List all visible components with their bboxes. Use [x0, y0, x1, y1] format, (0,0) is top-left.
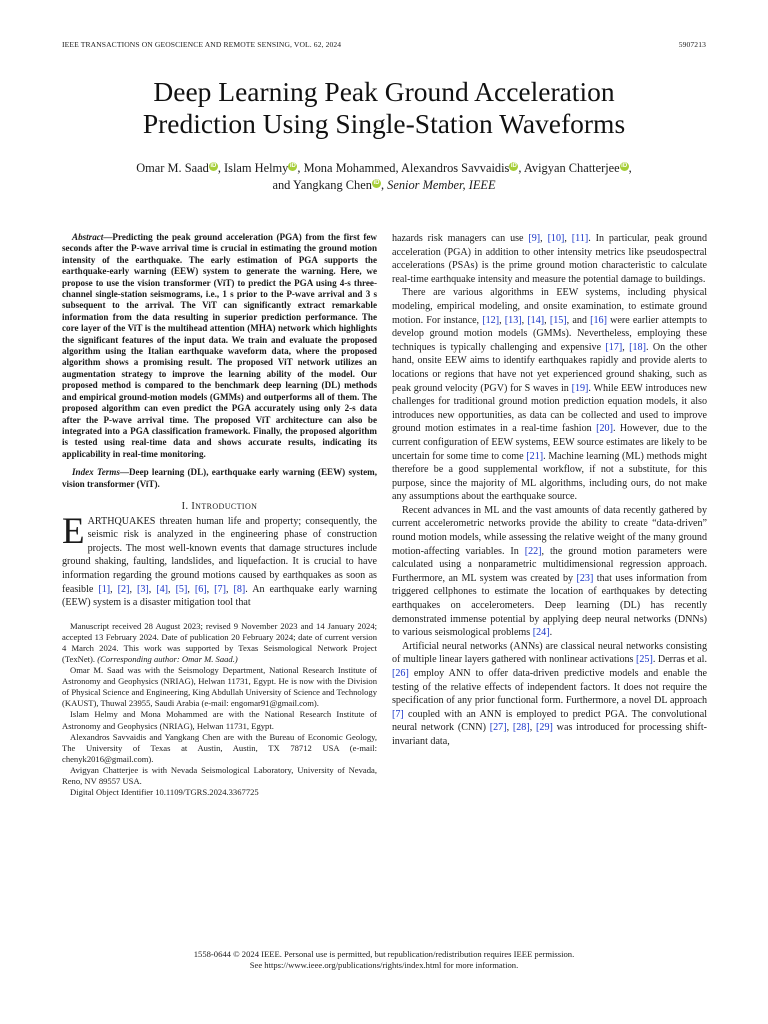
body-text: hazards risk managers can use: [392, 233, 529, 244]
title-line-2: Prediction Using Single-Station Waveforms: [142, 108, 626, 139]
index-terms-text: Deep learning (DL), earthquake early warning (EEW) system, vision transformer (ViT).: [62, 467, 377, 489]
citation-separator: ,: [225, 583, 234, 595]
citation-separator: ,: [168, 583, 176, 595]
intro-text-1: ARTHQUAKES threaten human life and property; consequently, the seismic risk is analyzed in the engineering phase of construction projects. The most well-known events that damage structures include ground shaking, faulting, landslides, and liquefaction. It is crucial to have information regarding the ground motions caused by earthquakes as soon as feasible: [62, 515, 377, 595]
author-list: [0, 160, 768, 194]
orcid-icon[interactable]: iD: [510, 162, 517, 169]
citation-link[interactable]: [9]: [528, 233, 541, 244]
copyright-footer: [0, 949, 768, 971]
citation-separator: ,: [187, 583, 195, 595]
body-text: . While EEW introduces new challenges for traditional ground motion prediction equation models, it also introduces new opportunities, as data can be collected and used to improve ground motion estimates in a real-time fashion: [392, 382, 707, 435]
citation-separator: ,: [622, 341, 630, 353]
drop-cap: E: [62, 510, 85, 552]
citation-link[interactable]: [7]: [214, 583, 226, 595]
citation-link[interactable]: [10]: [547, 233, 565, 244]
citation-link[interactable]: [26]: [392, 668, 409, 679]
footnote-corresponding-author: (Corresponding author: Omar M. Saad.): [97, 653, 238, 664]
citation-link[interactable]: [11]: [571, 233, 589, 244]
body-text: . In particular, peak ground acceleration (PGA) in addition to other intensity metrics like pseudospectral accelerations (PSAs) is the prime ground motion characteristic to calculate real-time earthquake intensity and measure the potential damage to buildings.: [392, 233, 708, 285]
body-text: . Machine learning (ML) methods might therefore be a good supplemental workflow, if not a substitute, for this purpose, since the majority of ML algorithms, including ours, do not make any assumptions about the earthquake source.: [392, 450, 707, 503]
citation-link[interactable]: [24]: [532, 627, 550, 639]
footnote-affiliation-helmy-mohammed: Islam Helmy and Mona Mohammed are with the National Research Institute of Astronomy and Geophysics (NRIAG), Helwan 11731, Egypt.: [62, 709, 377, 731]
citation-link[interactable]: [5]: [175, 583, 188, 595]
citation-separator: ,: [129, 583, 137, 595]
citation-link[interactable]: [27]: [489, 722, 507, 734]
author-mohammed-savvaidis: , Mona Mohammed, Alexandros Savvaidis: [297, 161, 510, 175]
citation-separator: ,: [148, 583, 157, 595]
orcid-icon[interactable]: iD: [621, 162, 628, 169]
citation-separator: ,: [506, 722, 513, 734]
footnote-affiliation-saad: Omar M. Saad was with the Seismology Department, National Research Institute of Astronomy and Geophysics (NRIAG), Helwan 11731, Egypt. He is now with the Division of Physical Science and Engineering, King Abdullah University of Science and Technology (KAUST), Thuwal 23955, Saudi Arabia (e-mail: engomar91@gmail.com).: [62, 665, 377, 709]
intro-paragraph: [62, 510, 378, 610]
author-separator: ,: [380, 178, 388, 192]
body-text: There are various algorithms in EEW systems, including physical modeling, empirical modeling, and onsite examination, to estimate ground motion. For instance,: [392, 287, 707, 326]
orcid-icon[interactable]: iD: [373, 179, 380, 186]
abstract-dash: —: [103, 232, 113, 242]
citation-link[interactable]: [14]: [527, 314, 545, 326]
citation-link[interactable]: [8]: [233, 583, 246, 595]
rights-link-line: See https://www.ieee.org/publications/rights/index.html for more information.: [249, 960, 519, 970]
citation-link[interactable]: [21]: [526, 450, 544, 462]
citation-separator: ,: [540, 233, 548, 244]
abstract-label: Abstract: [72, 232, 104, 242]
citation-separator: ,: [206, 583, 215, 595]
footnote-affiliation-chatterjee: Avigyan Chatterjee is with Nevada Seismological Laboratory, University of Nevada, Reno, NV 89557 USA.: [62, 764, 377, 786]
section-heading-cap: I: [191, 500, 196, 512]
author-separator: ,: [628, 161, 632, 175]
abstract-text: Predicting the peak ground acceleration (PGA) from the first few seconds after the P-wave arrival time is crucial in estimating the ground motion intensity of the earthquake. The early estimation of PGA supports the earthquake-early warning (EEW) system to generate the warning. Here, we propose to use the vision transformer (ViT) to predict the PGA using 4-s three-channel single-station seismograms, i.e., 1 s prior to the P-wave arrival and 3 s subsequent to the arrival. The ViT can significantly extract remarkable information from the data resulting in superior prediction performance. The core layer of the ViT is the multihead attention (MHA) network which highlights the significant features of the input data. We train and evaluate the proposed algorithm using the Italian earthquake waveform data, where the proposed algorithm shows a promising result. The proposed ViT network utilizes an augmentation strategy to improve the learning ability of the model. Our proposed method is compared to the benchmark deep learning (DL) methods and empirical ground-motion models (GMMs) and outperforms all of them. The proposed algorithm can even predict the PGA accurately using only 2-s data after the P-wave arrival time. The proposed ViT architecture can also be integrated into a PGA classification framework. Finally, the proposed algorithm is tested using real-time data and shows accurate results, indicating its applicability in real-time monitoring.: [62, 232, 377, 459]
body-text: Artificial neural networks (ANNs) are classical neural networks consisting of multiple linear layers gathered with nonlinear activations: [392, 640, 707, 666]
footnote-manuscript: [62, 621, 377, 665]
orcid-icon[interactable]: iD: [289, 162, 296, 169]
citation-link[interactable]: [3]: [136, 583, 149, 595]
section-numeral: I.: [181, 500, 192, 512]
author-saad: Omar M. Saad: [136, 161, 209, 175]
citation-link[interactable]: [6]: [194, 583, 207, 595]
footnote-affiliation-savvaidis-chen: Alexandros Savvaidis and Yangkang Chen are with the Bureau of Economic Geology, The University of Texas at Austin, Austin, TX 78712 USA (e-mail: chenyk2016@gmail.com).: [62, 731, 377, 764]
citation-link[interactable]: [17]: [605, 341, 623, 353]
title-line-1: Deep Learning Peak Ground Acceleration: [153, 76, 615, 107]
author-helmy: , Islam Helmy: [217, 161, 289, 175]
section-heading-rest: NTRODUCTION: [195, 501, 258, 511]
citation-link[interactable]: [28]: [512, 722, 530, 734]
citation-separator: ,: [544, 314, 550, 326]
intro-text-2: . An earthquake early warning (EEW) system is a disaster mitigation tool that: [62, 583, 378, 609]
body-paragraph: [392, 504, 707, 640]
body-paragraph: [392, 232, 707, 286]
right-column: [392, 232, 707, 749]
body-text: . Derras et al.: [652, 654, 707, 666]
citation-link[interactable]: [4]: [156, 583, 169, 595]
citation-link[interactable]: [7]: [392, 708, 404, 720]
body-text: . However, due to the current configuration of EEW systems, EEW source estimates are likely to be uncertain for some time to come: [392, 423, 707, 462]
index-terms-label: Index Terms: [72, 467, 120, 478]
citation-separator: ,: [564, 233, 572, 244]
citation-link[interactable]: [1]: [98, 583, 111, 595]
running-header-page-number: 5907213: [678, 40, 706, 49]
body-paragraph: [392, 640, 707, 749]
citation-link[interactable]: [29]: [536, 722, 553, 734]
citation-link[interactable]: [19]: [571, 382, 589, 394]
citation-link[interactable]: [16]: [590, 314, 607, 326]
body-text: Recent advances in ML and the vast amounts of data recently gathered by current accelerometric networks provide the ability to create “data-driven” round motion models, while assessing the relative weight of the many ground motion-affecting variables. In: [392, 504, 707, 557]
citation-link[interactable]: [25]: [636, 654, 653, 666]
citation-separator: ,: [529, 722, 537, 734]
author-membership: Senior Member, IEEE: [387, 178, 496, 192]
index-terms: [62, 467, 377, 490]
citation-separator: ,: [499, 314, 505, 326]
citation-separator: ,: [521, 314, 528, 326]
body-text: were earlier attempts to develop ground motion models (GMMs). Nevertheless, employing these techniques is typically challenging and expensive: [392, 314, 708, 353]
paper-title: [0, 76, 768, 140]
abstract: [62, 232, 377, 460]
index-terms-dash: —: [119, 467, 129, 478]
citation-link[interactable]: [15]: [549, 314, 567, 326]
copyright-line: 1558-0644 © 2024 IEEE. Personal use is permitted, but republication/redistribution requires IEEE permission.: [193, 949, 575, 959]
running-header-journal: IEEE TRANSACTIONS ON GEOSCIENCE AND REMOTE SENSING, VOL. 62, 2024: [62, 40, 342, 49]
citation-link[interactable]: [2]: [117, 583, 130, 595]
footnote-manuscript-text: Manuscript received 28 August 2023; revised 9 November 2023 and 14 January 2024; accepted 13 February 2024. Date of publication 20 February 2024; date of current version 4 March 2024. This work was supported by Texas Seismological Network Project (TexNet).: [62, 620, 377, 664]
citation-link[interactable]: [12]: [482, 314, 500, 326]
body-text: that uses information from triggered cellphones to estimate the location of earthquakes by detecting earthquakes on accelerometers. Deep learning (DL) has recently demonstrated immense potential by applying deep neural networks (DNNs) to various seismological problems: [392, 572, 707, 639]
section-heading-introduction: [62, 500, 377, 514]
citation-separator: , and: [566, 314, 591, 326]
orcid-icon[interactable]: iD: [210, 162, 217, 169]
author-chen: and Yangkang Chen: [272, 178, 372, 192]
citation-link[interactable]: [22]: [524, 545, 542, 557]
citation-link[interactable]: [23]: [576, 572, 594, 584]
citation-separator: ,: [110, 583, 118, 595]
footnote-doi: Digital Object Identifier 10.1109/TGRS.2024.3367725: [70, 787, 259, 798]
body-text: was introduced for processing shift-invariant data,: [392, 722, 707, 747]
body-text: employ ANN to offer data-driven predictive models and enable the testing of the relative effects of independent factors. It does not require the specification of any prior functional form. Furthermore, a novel DL approach: [392, 668, 707, 707]
body-paragraph: [392, 286, 707, 504]
body-text: .: [549, 627, 553, 639]
body-text: . On the other hand, onsite EEW aims to identify earthquakes rapidly and provide alerts to locations or regions that have not yet experienced ground shaking, such as peak ground velocity (PGV) for S waves in: [392, 341, 707, 394]
citation-link[interactable]: [13]: [504, 314, 522, 326]
body-text: , the ground motion parameters were calculated using a nonparametric multidimensional regression approach. Furthermore, an ML system was created by: [392, 545, 707, 584]
body-text: coupled with an ANN is employed to predict PGA. The convolutional neural network (CNN): [392, 708, 707, 734]
author-chatterjee: , Avigyan Chatterjee: [518, 161, 620, 175]
citation-link[interactable]: [20]: [596, 423, 613, 435]
left-column: [62, 232, 377, 798]
footnotes: [62, 621, 377, 799]
citation-link[interactable]: [18]: [629, 341, 646, 353]
